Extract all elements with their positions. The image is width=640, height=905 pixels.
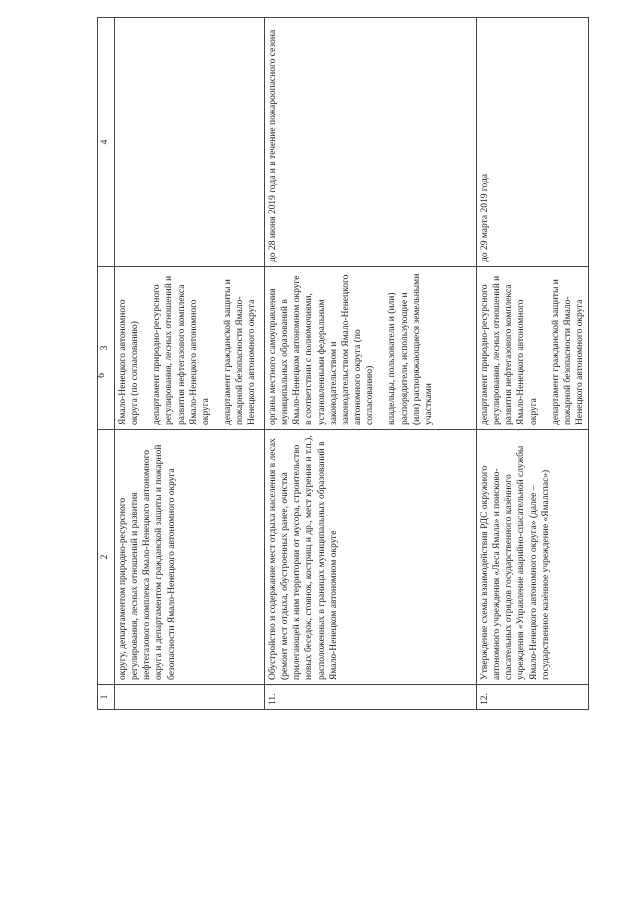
executor-text: департамент гражданской защиты и пожарной безопасности Ямало-Ненецкого автономного округа (223, 279, 258, 425)
executors-cell (115, 267, 265, 430)
executor-text: департамент природно-ресурсного регулирования, лесных отношений и развития нефтегазового комплекса Ямало-Ненецкого автономного округа (480, 275, 539, 425)
executor-text: владельцы, пользователи и (или) распорядители, использующие и (или) распоряжающиеся земельными участками (387, 273, 434, 425)
table-header-row (98, 18, 115, 710)
executor-text: органы местного самоуправления муниципальных образований в Ямало-Ненецком автономном округе в соответствии с полномочиями, установленными федеральным законодательством и законодательством Ямало-Ненецкого автономного округа (по согласованию) (268, 274, 376, 425)
page-number: 6 (96, 373, 107, 378)
header-cell: 1 (98, 685, 115, 710)
measure-text: Утверждение схемы взаимодействия РДС окружного автономного учреждения «Леса Ямала» и поисково-спасательных отрядов государственного казённого учреждения «Управление аварийно-спасательной службы Ямало-Ненецкого автономного округа» (далее – государственное казённое учреждение «Ямалспас») (477, 430, 589, 685)
executors-cell (265, 267, 477, 430)
executor-text: департамент природно-ресурсного регулирования, лесных отношений и развития нефтегазового комплекса Ямало-Ненецкого автономного округа (152, 275, 211, 425)
deadline-text: до 28 июня 2019 года и в течение пожароопасного сезона (265, 18, 477, 267)
row-number (115, 685, 265, 710)
deadline-text: до 29 марта 2019 года (477, 18, 589, 267)
header-cell: 3 (98, 267, 115, 430)
table-row (115, 18, 265, 710)
deadline-text (115, 18, 265, 267)
document-sheet (97, 29, 586, 710)
table-row (477, 18, 589, 710)
executors-cell (477, 267, 589, 430)
header-cell: 2 (98, 430, 115, 685)
executor-text: Ямало-Ненецкого автономного округа (по согласованию) (118, 299, 141, 425)
row-number: 11. (265, 685, 477, 710)
executor-text: департамент гражданской защиты и пожарной безопасности Ямало-Ненецкого автономного округа (550, 279, 586, 425)
header-cell: 4 (98, 18, 115, 267)
measure-text: округу, департаментом природно-ресурсного регулирования, лесных отношений и развития нефтегазового комплекса Ямало-Ненецкого автономного округа и департаментом гражданской защиты и пожарной безопасности Ямало-Ненецкого автономного округа (115, 430, 265, 685)
table-row (265, 18, 477, 710)
measure-text: Обустройство и содержание мест отдыха населения в лесах (ремонт мест отдыха, обустроенных ранее, очистка прилегающей к ним территории от мусора, строительство новых беседок, стоянок, кострищ и др., мест курения и т.п.), расположенных в границах муниципальных образований в Ямало-Ненецком автономном округе (265, 430, 477, 685)
row-number: 12. (477, 685, 589, 710)
measures-table (97, 17, 589, 710)
